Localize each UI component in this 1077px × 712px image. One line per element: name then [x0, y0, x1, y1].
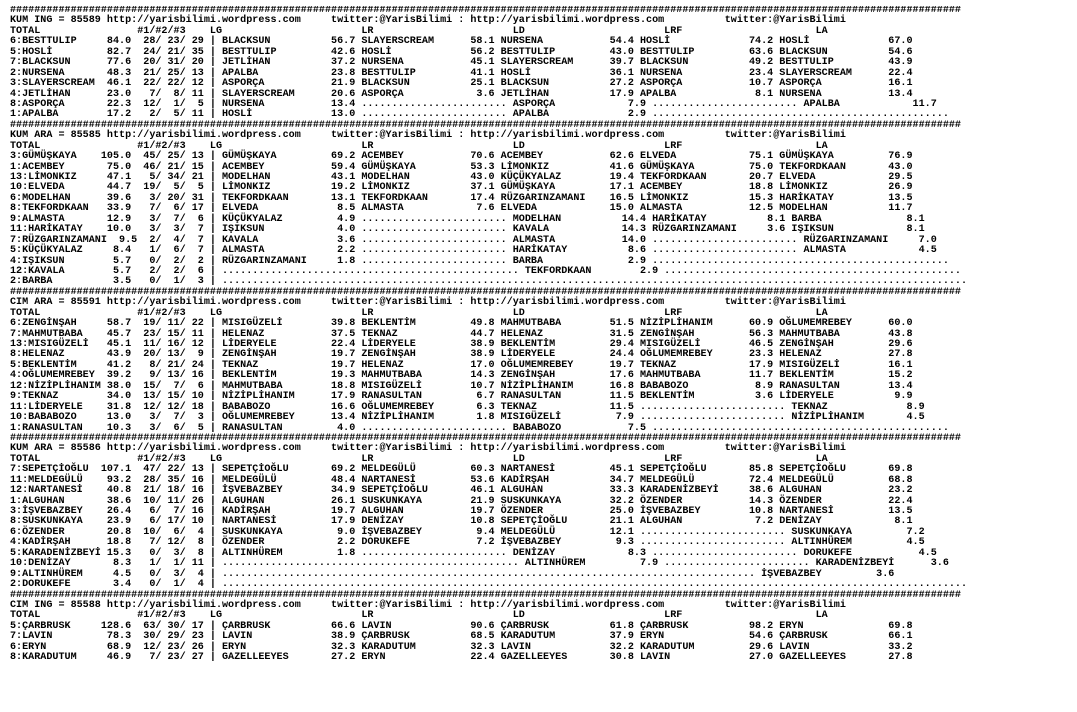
report-line: 13:MISIGÜZELİ 45.1 11/ 16/ 12 | LİDERYELE 22.4 LİDERYELE 38.9 BEKLENTİM 29.4 MISIGÜZELİ 46.5 ZENGİNŞAH 29.6 — [10, 339, 913, 350]
report-line: 1:ALGUHAN 38.6 10/ 11/ 26 | ALGUHAN 26.1 SUSKUNKAYA 21.9 SUSKUNKAYA 32.2 ÖZENDER 14.3 ÖZENDER 22.4 — [10, 495, 913, 507]
report-line: 11:LİDERYELE 31.8 12/ 12/ 18 | BABABOZO 16.6 OĞLUMEMREBEY 6.3 TEKNAZ 11.5 ........................ TEKNAZ 8.9 — [10, 401, 925, 413]
report-line: 8:ASPORÇA 22.3 12/ 1/ 5 | NURSENA 13.4 ........................ ASPORÇA 7.9 ........................ APALBA 11.7 — [10, 98, 937, 110]
report-line: TOTAL #1/#2/#3 LG LR LD LRF LA — [10, 140, 828, 152]
report-line: 3:SLAYERSCREAM 46.1 22/ 22/ 12 | ASPORÇA 21.9 BLACKSUN 25.1 BLACKSUN 27.2 ASPORÇA 10.7 ASPORÇA 16.1 — [10, 78, 913, 90]
report-line: 1:ACEMBEY 75.0 46/ 21/ 15 | ACEMBEY 59.4 GÜMÜŞKAYA 53.3 LİMONKIZ 41.6 GÜMÜŞKAYA 75.0 TEKFORDKAAN 43.0 — [10, 161, 913, 173]
report-line: 10:BABABOZO 13.0 3/ 7/ 3 | OĞLUMEMREBEY 13.4 NİZİPLİHANIM 1.8 MISIGÜZELİ 7.9 ........................ NİZİPLİHANIM 4.5 — [10, 412, 925, 424]
report-line: 9:ALTINHÜREM 4.5 0/ 3/ 4 | ........................................................................................ İŞVEBAZBEY 3.6 — [10, 568, 895, 580]
report-line: 8:SUSKUNKAYA 23.9 6/ 17/ 10 | NARTANESİ 17.9 DENİZAY 10.8 SEPETÇİOĞLU 21.1 ALGUHAN 7.2 DENİZAY 8.1 — [10, 516, 913, 528]
report-line: 3:İŞVEBAZBEY 26.4 6/ 7/ 16 | KADİRŞAH 19.7 ALGUHAN 19.7 ÖZENDER 25.0 İŞVEBAZBEY 10.8 NARTANESİ 13.5 — [10, 506, 913, 517]
report-line: TOTAL #1/#2/#3 LG LR LD LRF LA — [10, 307, 828, 319]
report-line: 8:TEKFORDKAAN 33.9 7/ 6/ 17 | ELVEDA 8.5 ALMASTA 7.6 ELVEDA 15.0 ALMASTA 12.5 MODELHAN 11.7 — [10, 203, 913, 215]
report-line: 4:KADİRŞAH 18.8 7/ 12/ 8 | ÖZENDER 2.2 DORUKEFE 7.2 İŞVEBAZBEY 9.3 ........................ ALTINHÜREM 4.5 — [10, 537, 925, 549]
report-line: 4:OĞLUMEMREBEY 39.2 9/ 13/ 16 | BEKLENTİM 19.3 MAHMUTBABA 14.3 ZENGİNŞAH 17.6 MAHMUTBABA 11.7 BEKLENTİM 15.2 — [10, 370, 913, 382]
report-line: TOTAL #1/#2/#3 LG LR LD LRF LA — [10, 453, 828, 465]
report-line: 3:GÜMÜŞKAYA 105.0 45/ 25/ 13 | GÜMÜŞKAYA 69.2 ACEMBEY 70.6 ACEMBEY 62.6 ELVEDA 75.1 GÜMÜŞKAYA 76.9 — [10, 151, 913, 163]
report-line: 2:DORUKEFE 3.4 0/ 1/ 4 | ........................................................................................................................... — [10, 579, 968, 591]
report-line: 9:TEKNAZ 34.0 13/ 15/ 10 | NİZİPLİHANIM 17.9 RANASULTAN 6.7 RANASULTAN 11.5 BEKLENTİM 3.6 LİDERYELE 9.9 — [10, 391, 913, 403]
report-line: 12:NİZİPLİHANIM 38.0 15/ 7/ 6 | MAHMUTBABA 18.8 MISIGÜZELİ 10.7 NİZİPLİHANIM 16.8 BABABOZO 8.9 RANASULTAN 13.4 — [10, 380, 913, 392]
report-line: CIM ARA = 85591 http://yarisbilimi.wordpress.com twitter:@YarisBilimi : http://yarisbilimi.wordpress.com twitter:@YarisBilimi — [10, 297, 846, 309]
report-line: 2:NURSENA 48.3 21/ 25/ 13 | APALBA 23.8 BESTTULIP 41.1 HOSLİ 36.1 NURSENA 23.4 SLAYERSCREAM 22.4 — [10, 67, 913, 79]
separator-line: ############################################################################################################################################################# — [10, 589, 961, 601]
report-line: 4:JETLİHAN 23.0 7/ 8/ 11 | SLAYERSCREAM 20.6 ASPORÇA 3.6 JETLİHAN 17.9 APALBA 8.1 NURSENA 13.4 — [10, 88, 913, 100]
report-line: 7:LAVIN 78.3 30/ 29/ 23 | LAVIN 38.9 ÇARBRUSK 68.5 KARADUTUM 37.9 ERYN 54.6 ÇARBRUSK 66.1 — [10, 631, 913, 643]
report-line: CIM ING = 85588 http://yarisbilimi.wordpress.com twitter:@YarisBilimi : http://yarisbilimi.wordpress.com twitter:@YarisBilimi — [10, 599, 846, 611]
report-line: 6:ÖZENDER 20.8 10/ 6/ 4 | SUSKUNKAYA 9.0 İŞVEBAZBEY 9.4 MELDEGÜLÜ 12.1 ........................ SUSKUNKAYA 7.2 — [10, 526, 925, 538]
report-line: 7:BLACKSUN 77.6 20/ 31/ 20 | JETLİHAN 37.2 NURSENA 45.1 SLAYERSCREAM 39.7 BLACKSUN 49.2 BESTTULIP 43.9 — [10, 57, 913, 69]
separator-line: ############################################################################################################################################################# — [10, 432, 961, 444]
report-line: KUM ARA = 85586 http://yarisbilimi.wordpress.com twitter:@YarisBilimi : http://yarisbilimi.wordpress.com twitter:@YarisBilimi — [10, 443, 846, 455]
report-line: 7:SEPETÇİOĞLU 107.1 47/ 22/ 13 | SEPETÇİOĞLU 69.2 MELDEGÜLÜ 60.3 NARTANESİ 45.1 SEPETÇİOĞLU 85.8 SEPETÇİOĞLU 69.8 — [10, 464, 913, 476]
report-line: 7:MAHMUTBABA 45.7 23/ 15/ 11 | HELENAZ 37.5 TEKNAZ 44.7 HELENAZ 31.5 ZENGİNŞAH 56.3 MAHMUTBABA 43.8 — [10, 328, 913, 340]
separator-line: ############################################################################################################################################################# — [10, 286, 961, 298]
report-line: TOTAL #1/#2/#3 LG LR LD LRF LA — [10, 25, 828, 37]
report-line: 6:BESTTULIP 84.0 28/ 23/ 29 | BLACKSUN 56.7 SLAYERSCREAM 58.1 NURSENA 54.4 HOSLİ 74.2 HOSLİ 67.0 — [10, 36, 913, 48]
report-line: 4:IŞIKSUN 5.7 0/ 2/ 2 | RÜZGARINZAMANI 1.8 ........................ BARBA 2.9 ................................................. — [10, 255, 949, 267]
report-line: TOTAL #1/#2/#3 LG LR LD LRF LA — [10, 610, 828, 622]
report-line: 10:DENİZAY 8.3 1/ 1/ 11 | ................................................. ALTINHÜREM 7.9 ........................ KARADENİZBEYİ 3.6 — [10, 558, 949, 570]
report-line: KUM ING = 85589 http://yarisbilimi.wordpress.com twitter:@YarisBilimi : http://yarisbilimi.wordpress.com twitter:@YarisBilimi — [10, 15, 846, 27]
report-line: 5:HOSLİ 82.7 24/ 21/ 35 | BESTTULIP 42.6 HOSLİ 56.2 BESTTULIP 43.0 BESTTULIP 63.6 BLACKSUN 54.6 — [10, 46, 913, 58]
report-line: 10:ELVEDA 44.7 19/ 5/ 5 | LİMONKIZ 19.2 LİMONKIZ 37.1 GÜMÜŞKAYA 17.1 ACEMBEY 18.8 LİMONKIZ 26.9 — [10, 182, 913, 194]
report-line: 11:HARİKATAY 10.0 3/ 3/ 7 | IŞIKSUN 4.0 ........................ KAVALA 14.3 RÜZGARINZAMANI 3.6 IŞIKSUN 8.1 — [10, 224, 925, 236]
report-line: 5:ÇARBRUSK 128.6 63/ 30/ 17 | ÇARBRUSK 66.6 LAVIN 90.6 ÇARBRUSK 61.8 ÇARBRUSK 98.2 ERYN 69.8 — [10, 620, 913, 632]
report-line: 2:BARBA 3.5 0/ 1/ 3 | ........................................................................................................................... — [10, 276, 968, 288]
race-statistics-report — [10, 6, 1072, 708]
report-line: 8:HELENAZ 43.9 20/ 13/ 9 | ZENGİNŞAH 19.7 ZENGİNŞAH 38.9 LİDERYELE 24.4 OĞLUMEMREBEY 23.3 HELENAZ 27.8 — [10, 349, 913, 361]
report-line: 11:MELDEGÜLÜ 93.2 28/ 35/ 16 | MELDEGÜLÜ 48.4 NARTANESİ 53.6 KADİRŞAH 34.7 MELDEGÜLÜ 72.4 MELDEGÜLÜ 68.8 — [10, 474, 913, 486]
separator-line: ############################################################################################################################################################# — [10, 6, 961, 16]
report-line: 5:BEKLENTİM 41.2 8/ 21/ 24 | TEKNAZ 19.7 HELENAZ 17.0 OĞLUMEMREBEY 19.7 TEKNAZ 17.9 MISIGÜZELİ 16.1 — [10, 359, 913, 371]
report-line: 5:KARADENİZBEYİ 15.3 0/ 3/ 8 | ALTINHÜREM 1.8 ........................ DENİZAY 8.3 ........................ DORUKEFE 4.5 — [10, 547, 937, 559]
report-line: 6:ERYN 68.9 12/ 23/ 26 | ERYN 32.3 KARADUTUM 32.3 LAVIN 32.2 KARADUTUM 29.6 LAVIN 33.2 — [10, 641, 913, 653]
report-line: 7:RÜZGARINZAMANI 9.5 2/ 4/ 7 | KAVALA 3.6 ........................ ALMASTA 14.0 ........................ RÜZGARINZAMANI 7.0 — [10, 234, 937, 246]
report-line: KUM ARA = 85585 http://yarisbilimi.wordpress.com twitter:@YarisBilimi : http://yarisbilimi.wordpress.com twitter:@YarisBilimi — [10, 130, 846, 142]
report-line: 6:MODELHAN 39.6 3/ 20/ 31 | TEKFORDKAAN 13.1 TEKFORDKAAN 17.4 RÜZGARINZAMANI 16.5 LİMONKIZ 15.3 HARİKATAY 13.5 — [10, 192, 913, 204]
report-line: 6:ZENGİNŞAH 58.7 19/ 11/ 22 | MISIGÜZELİ 39.8 BEKLENTİM 49.8 MAHMUTBABA 51.5 NİZİPLİHANIM 60.9 OĞLUMEMREBEY 60.0 — [10, 318, 913, 330]
separator-line: ############################################################################################################################################################# — [10, 119, 961, 131]
report-line: 1:APALBA 17.2 2/ 5/ 11 | HOSLİ 13.0 ........................ APALBA 2.9 ................................................. — [10, 109, 949, 121]
report-line: 9:ALMASTA 12.9 3/ 7/ 6 | KÜÇÜKYALAZ 4.9 ........................ MODELHAN 14.4 HARİKATAY 8.1 BARBA 8.1 — [10, 213, 925, 225]
report-line: 8:KARADUTUM 46.9 7/ 23/ 27 | GAZELLEEYES 27.2 ERYN 22.4 GAZELLEEYES 30.8 LAVIN 27.0 GAZELLEEYES 27.8 — [10, 652, 913, 664]
report-line: 12:KAVALA 5.7 2/ 2/ 6 | ................................................. TEKFORDKAAN 2.9 ................................................. — [10, 265, 961, 277]
report-line: 1:RANASULTAN 10.3 3/ 6/ 5 | RANASULTAN 4.0 ........................ BABABOZO 7.5 ................................................. — [10, 422, 949, 434]
report-line: 5:KÜÇÜKYALAZ 8.4 1/ 6/ 7 | ALMASTA 2.2 ........................ HARİKATAY 8.6 ........................ ALMASTA 4.5 — [10, 245, 937, 257]
report-line: 13:LİMONKIZ 47.1 5/ 34/ 21 | MODELHAN 43.1 MODELHAN 43.0 KÜÇÜKYALAZ 19.4 TEKFORDKAAN 20.7 ELVEDA 29.5 — [10, 172, 913, 183]
report-line: 12:NARTANESİ 40.8 21/ 18/ 16 | İŞVEBAZBEY 34.9 SEPETÇİOĞLU 46.1 ALGUHAN 33.3 KARADENİZBEYİ 38.6 ALGUHAN 23.2 — [10, 485, 913, 497]
